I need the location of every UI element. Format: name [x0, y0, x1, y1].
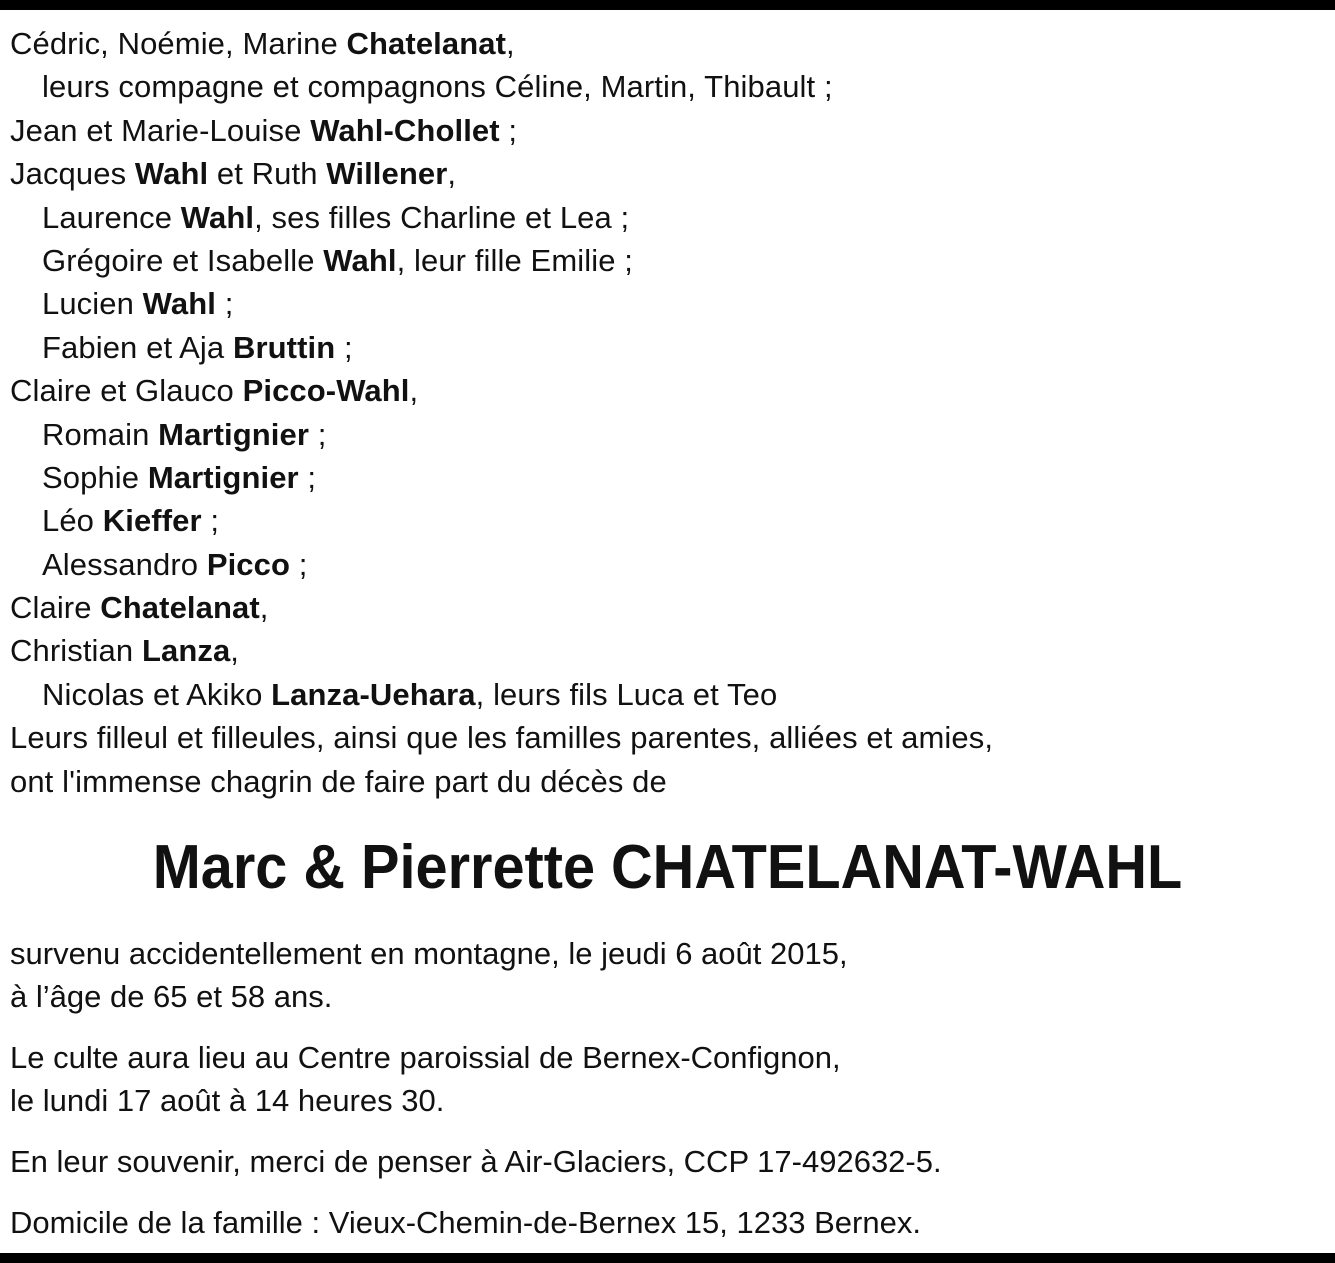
paragraph-line: à l’âge de 65 et 58 ans.	[10, 979, 333, 1014]
family-line: Christian Lanza,	[10, 633, 240, 669]
family-line: Cédric, Noémie, Marine Chatelanat,	[10, 26, 515, 61]
paragraph-line: survenu accidentellement en montagne, le jeudi 6 août 2015,	[10, 936, 848, 971]
family-line: Jean et Marie-Louise Wahl-Chollet ;	[10, 112, 518, 148]
family-list	[10, 22, 1325, 803]
deceased-name-heading: Marc & Pierrette CHATELANAT-WAHL	[152, 833, 1183, 902]
family-line: Alessandro Picco ;	[42, 546, 308, 582]
family-line: Leurs filleul et filleules, ainsi que les familles parentes, alliées et amies,	[10, 720, 994, 756]
family-line: Claire et Glauco Picco-Wahl,	[10, 373, 419, 409]
top-border-rule	[0, 0, 1335, 10]
paragraph-line: Le culte aura lieu au Centre paroissial de Bernex-Confignon,	[10, 1040, 841, 1075]
family-line: leurs compagne et compagnons Céline, Martin, Thibault ;	[42, 69, 833, 105]
announcement-details	[10, 932, 1325, 1262]
family-line: Romain Martignier ;	[42, 416, 327, 452]
death-circumstances-paragraph	[10, 932, 1325, 1018]
family-address-paragraph	[10, 1201, 1325, 1244]
family-line: Claire Chatelanat,	[10, 590, 269, 626]
service-paragraph	[10, 1036, 1325, 1122]
paragraph-line: En leur souvenir, merci de penser à Air-Glaciers, CCP 17-492632-5.	[10, 1144, 942, 1179]
family-line: Nicolas et Akiko Lanza-Uehara, leurs fils Luca et Teo	[42, 676, 778, 712]
family-line: Fabien et Aja Bruttin ;	[42, 329, 353, 365]
paragraph-line: Domicile de la famille : Vieux-Chemin-de-Bernex 15, 1233 Bernex.	[10, 1205, 921, 1240]
bottom-border-rule	[0, 1253, 1335, 1263]
family-line: ont l'immense chagrin de faire part du décès de	[10, 763, 667, 799]
family-line: Laurence Wahl, ses filles Charline et Lea ;	[42, 199, 630, 235]
family-line: Lucien Wahl ;	[42, 286, 234, 322]
family-line: Grégoire et Isabelle Wahl, leur fille Emilie ;	[42, 242, 633, 278]
paragraph-line: le lundi 17 août à 14 heures 30.	[10, 1083, 445, 1118]
family-line: Sophie Martignier ;	[42, 459, 317, 495]
donation-paragraph	[10, 1140, 1325, 1183]
family-line: Léo Kieffer ;	[42, 503, 220, 539]
family-line: Jacques Wahl et Ruth Willener,	[10, 156, 457, 192]
